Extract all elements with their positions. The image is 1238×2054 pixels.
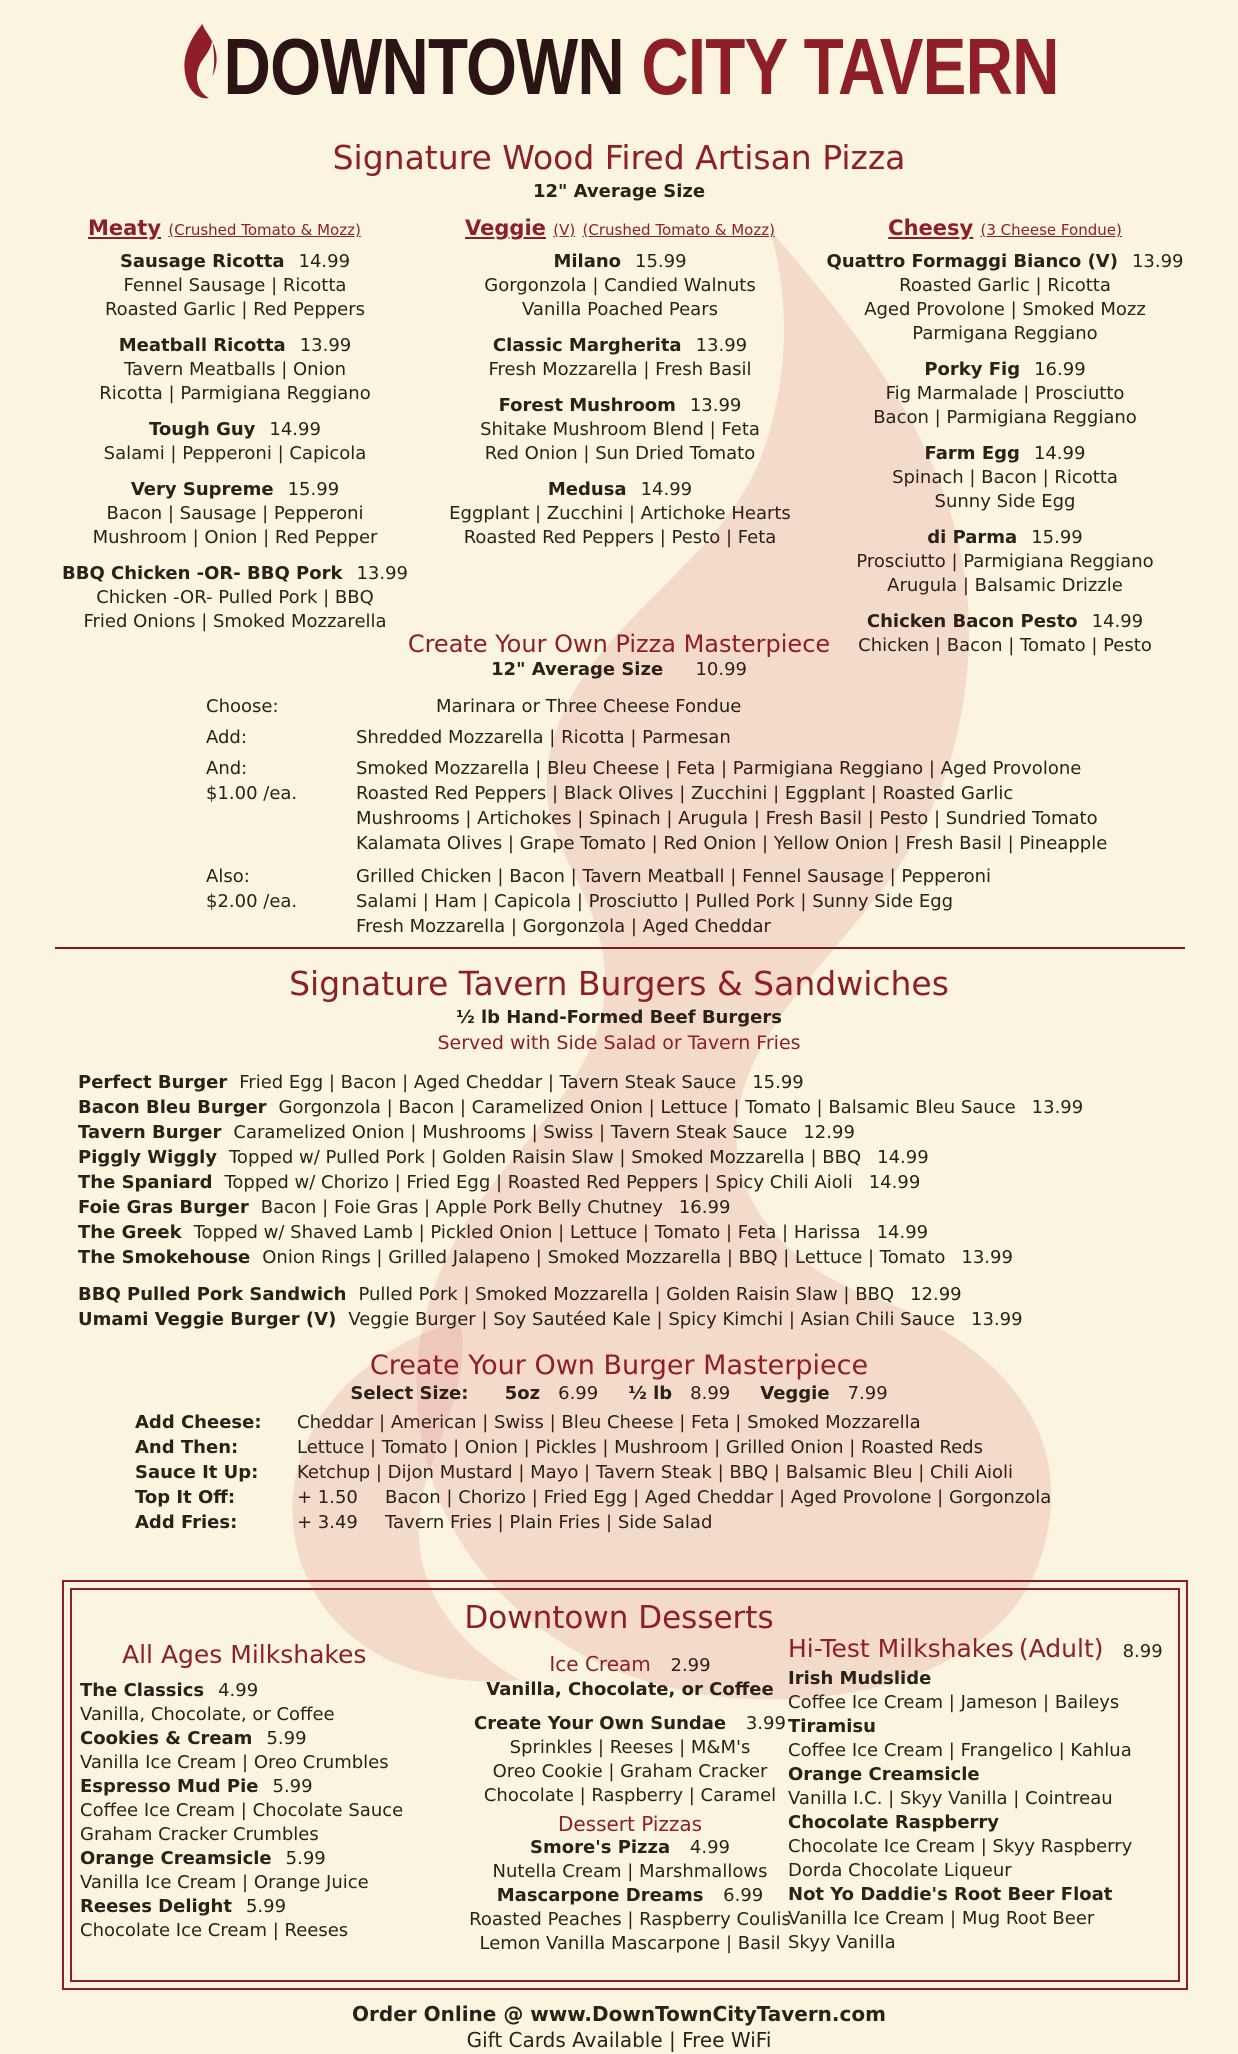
veggie-note: (Crushed Tomato & Mozz) <box>582 221 775 239</box>
pizza-item-title <box>820 526 1190 550</box>
milkshake-name: Reeses Delight <box>80 1896 232 1917</box>
cyo-burger-row-text: Lettuce | Tomato | Onion | Pickles | Mushroom | Grilled Onion | Roasted Reds <box>297 1437 983 1458</box>
burger-price: 14.99 <box>876 1222 929 1243</box>
cyo-burger-options <box>135 1410 1135 1535</box>
mascarpone-item <box>420 1884 840 1908</box>
pizza-price: 14.99 <box>640 479 693 500</box>
mascarpone-price: 6.99 <box>723 1885 764 1906</box>
burger-desc: Pulled Pork | Smoked Mozzarella | Golden Raisin Slaw | BBQ <box>358 1284 895 1305</box>
cheesy-column <box>820 214 1190 670</box>
burger-size-option <box>628 1383 730 1404</box>
ice-cream-desc: Vanilla, Chocolate, or Coffee <box>486 1679 774 1700</box>
cyo-burger-row <box>135 1435 1135 1460</box>
milkshake-item <box>80 1847 440 1871</box>
cyo-burger-row <box>135 1460 1135 1485</box>
burger-row <box>78 1120 1198 1145</box>
pizza-desc-line: Fennel Sausage | Ricotta <box>123 275 347 296</box>
pizza-item-title <box>430 334 810 358</box>
hi-test-adult: (Adult) <box>1018 1634 1104 1663</box>
cyo-choose-text: Marinara or Three Cheese Fondue <box>436 696 742 717</box>
burger-row <box>78 1282 1198 1307</box>
burger-row <box>78 1170 1198 1195</box>
cyo-burger-row-label: And Then: <box>135 1437 239 1458</box>
pizza-price: 13.99 <box>1131 251 1184 272</box>
cyo-also-line: Grilled Chicken | Bacon | Tavern Meatball | Fennel Sausage | Pepperoni <box>356 866 992 887</box>
pizza-item-title <box>820 442 1190 466</box>
burger-size-price: 7.99 <box>847 1383 888 1404</box>
milkshake-item <box>80 1679 440 1703</box>
hi-test-price: 8.99 <box>1122 1641 1163 1662</box>
pizza-desc-line: Roasted Red Peppers | Pesto | Feta <box>463 527 777 548</box>
logo-text-city-tavern: CITY TAVERN <box>641 22 1059 111</box>
sundae-price: 3.99 <box>745 1713 786 1734</box>
pizza-desc-line: Chicken | Bacon | Tomato | Pesto <box>858 635 1152 656</box>
center-desserts-column <box>420 1652 840 1956</box>
meaty-column <box>60 214 410 646</box>
burger-price: 14.99 <box>868 1172 921 1193</box>
burger-row <box>78 1070 1198 1095</box>
mascarpone-desc-1: Roasted Peaches | Raspberry Coulis <box>469 1909 791 1930</box>
pizza-desc-line: Mushroom | Onion | Red Pepper <box>92 527 378 548</box>
burger-desc: Topped w/ Pulled Pork | Golden Raisin Slaw | Smoked Mozzarella | BBQ <box>229 1147 862 1168</box>
burger-price: 12.99 <box>910 1284 962 1305</box>
pizza-item-title <box>430 478 810 502</box>
burger-size-name: ½ lb <box>628 1383 673 1404</box>
all-ages-column <box>80 1640 440 1943</box>
logo-text-downtown: DOWNTOWN <box>223 22 624 111</box>
burger-name: The Spaniard <box>78 1172 213 1193</box>
pizza-price: 13.99 <box>689 395 742 416</box>
cyo-also-line: Salami | Ham | Capicola | Prosciutto | Pulled Pork | Sunny Side Egg <box>356 891 954 912</box>
pizza-price: 14.99 <box>1033 443 1086 464</box>
pizza-desc-line: Parmigana Reggiano <box>912 323 1098 344</box>
pizza-price: 13.99 <box>695 335 748 356</box>
pizza-item-title <box>430 394 810 418</box>
hi-test-desc: Chocolate Ice Cream | Skyy Raspberry <box>788 1836 1133 1857</box>
burger-name: The Greek <box>78 1222 182 1243</box>
milkshake-name: Cookies & Cream <box>80 1728 253 1749</box>
mascarpone-desc-2: Lemon Vanilla Mascarpone | Basil <box>479 1933 781 1954</box>
hi-test-title: Hi-Test Milkshakes <box>788 1634 1014 1663</box>
burger-desc: Caramelized Onion | Mushrooms | Swiss | Tavern Steak Sauce <box>233 1122 788 1143</box>
pizza-desc-line: Bacon | Sausage | Pepperoni <box>106 503 364 524</box>
cyo-burger-sizes <box>0 1382 1238 1406</box>
veggie-label: Veggie <box>465 216 546 240</box>
pizza-desc-line: Aged Provolone | Smoked Mozz <box>864 299 1146 320</box>
pizza-item-title <box>60 250 410 274</box>
ice-cream-name: Ice Cream <box>549 1652 651 1676</box>
milkshake-desc: Vanilla Ice Cream | Orange Juice <box>80 1872 369 1893</box>
pizza-name: Meatball Ricotta <box>118 335 286 356</box>
smores-pizza-desc: Nutella Cream | Marshmallows <box>492 1861 768 1882</box>
pizza-item-title <box>820 358 1190 382</box>
pizza-item-title <box>820 250 1190 274</box>
pizza-name: Medusa <box>547 479 627 500</box>
pizza-desc-line: Bacon | Parmigiana Reggiano <box>873 407 1137 428</box>
pizza-name: Porky Fig <box>924 359 1021 380</box>
cyo-also-line: Fresh Mozzarella | Gorgonzola | Aged Cheddar <box>356 916 771 937</box>
sundae-desc-line: Chocolate | Raspberry | Caramel <box>483 1785 777 1806</box>
milkshake-price: 5.99 <box>245 1896 287 1917</box>
pizza-item <box>60 478 410 550</box>
pizza-item <box>820 526 1190 598</box>
cyo-burger-row-price: + 1.50 <box>297 1487 358 1508</box>
pizza-name: BBQ Chicken -OR- BBQ Pork <box>62 563 343 584</box>
pizza-desc-line: Salami | Pepperoni | Capicola <box>103 443 367 464</box>
burger-list <box>78 1070 1198 1332</box>
cyo-and-line: Mushrooms | Artichokes | Spinach | Arugula | Fresh Basil | Pesto | Sundried Tomato <box>356 808 1098 829</box>
milkshake-desc: Chocolate Ice Cream | Reeses <box>80 1920 349 1941</box>
pizza-name: Chicken Bacon Pesto <box>866 611 1078 632</box>
milkshake-desc: Vanilla, Chocolate, or Coffee <box>80 1704 335 1725</box>
milkshake-price: 4.99 <box>218 1680 259 1701</box>
all-ages-title: All Ages Milkshakes <box>122 1640 367 1669</box>
pizza-name: Sausage Ricotta <box>119 251 285 272</box>
burger-desc: Gorgonzola | Bacon | Caramelized Onion | Lettuce | Tomato | Balsamic Bleu Sauce <box>278 1097 1016 1118</box>
burger-name: Bacon Bleu Burger <box>78 1097 267 1118</box>
pizza-desc-line: Sunny Side Egg <box>934 491 1076 512</box>
cyo-burger-row-text: Bacon | Chorizo | Fried Egg | Aged Cheddar | Aged Provolone | Gorgonzola <box>385 1487 1052 1508</box>
hi-test-desc: Vanilla Ice Cream | Mug Root Beer <box>788 1908 1095 1929</box>
milkshake-item <box>80 1775 440 1799</box>
cyo-burger-row-text: Ketchup | Dijon Mustard | Mayo | Tavern Steak | BBQ | Balsamic Bleu | Chili Aioli <box>297 1462 1014 1483</box>
burger-price: 16.99 <box>678 1197 731 1218</box>
hi-test-name: Not Yo Daddie's Root Beer Float <box>788 1884 1113 1905</box>
pizza-name: Very Supreme <box>130 479 274 500</box>
burger-desc: Veggie Burger | Soy Sautéed Kale | Spicy Kimchi | Asian Chili Sauce <box>348 1309 955 1330</box>
burger-row <box>78 1195 1198 1220</box>
pizza-price: 13.99 <box>299 335 352 356</box>
hi-test-name: Orange Creamsicle <box>788 1764 980 1785</box>
pizza-price: 14.99 <box>1091 611 1144 632</box>
pizza-price: 15.99 <box>1031 527 1083 548</box>
logo <box>111 22 1126 120</box>
pizza-item <box>60 250 410 322</box>
cyo-burger-row <box>135 1510 1135 1535</box>
burger-desc: Onion Rings | Grilled Jalapeno | Smoked Mozzarella | BBQ | Lettuce | Tomato <box>262 1247 946 1268</box>
milkshake-price: 5.99 <box>272 1776 313 1797</box>
sundae-desc-line: Sprinkles | Reeses | M&M's <box>509 1737 751 1758</box>
sundae-desc-line: Oreo Cookie | Graham Cracker <box>492 1761 768 1782</box>
cheesy-note: (3 Cheese Fondue) <box>980 221 1122 239</box>
pizza-section-title: Signature Wood Fired Artisan Pizza <box>332 138 906 177</box>
pizza-desc-line: Ricotta | Parmigiana Reggiano <box>99 383 371 404</box>
pizza-desc-line: Spinach | Bacon | Ricotta <box>892 467 1118 488</box>
cyo-also-price: $2.00 /ea. <box>206 891 298 912</box>
dessert-pizzas-title: Dessert Pizzas <box>557 1812 703 1836</box>
burger-name: Foie Gras Burger <box>78 1197 249 1218</box>
cyo-pizza-options <box>206 694 1166 939</box>
cyo-also-label: Also: <box>206 866 250 887</box>
pizza-item <box>60 334 410 406</box>
meaty-label: Meaty <box>88 216 162 240</box>
burger-price: 13.99 <box>1031 1097 1084 1118</box>
smores-pizza-name: Smore's Pizza <box>530 1837 671 1858</box>
burger-name: Piggly Wiggly <box>78 1147 217 1168</box>
hi-test-name: Irish Mudslide <box>788 1668 932 1689</box>
pizza-item <box>430 250 810 322</box>
pizza-item <box>820 442 1190 514</box>
pizza-price: 16.99 <box>1034 359 1086 380</box>
cyo-burger-header <box>0 1352 1238 1406</box>
pizza-item <box>820 358 1190 430</box>
order-online-text: Order Online @ www.DownTownCityTavern.com <box>352 2002 886 2026</box>
cyo-pizza-header <box>0 630 1238 682</box>
milkshake-name: Orange Creamsicle <box>80 1848 272 1869</box>
sundae-item <box>420 1712 840 1736</box>
burger-row <box>78 1307 1198 1332</box>
burger-price: 13.99 <box>971 1309 1023 1330</box>
burger-size-price: 8.99 <box>690 1383 731 1404</box>
pizza-item <box>430 334 810 382</box>
burger-size-option <box>505 1383 598 1404</box>
burger-price: 13.99 <box>961 1247 1013 1268</box>
milkshake-desc: Vanilla Ice Cream | Oreo Crumbles <box>80 1752 389 1773</box>
burger-row <box>78 1245 1198 1270</box>
pizza-name: Classic Margherita <box>492 335 682 356</box>
milkshake-name: The Classics <box>80 1680 205 1701</box>
hi-test-heading <box>788 1634 1178 1663</box>
burger-desc: Topped w/ Shaved Lamb | Pickled Onion | Lettuce | Tomato | Feta | Harissa <box>193 1222 861 1243</box>
milkshake-desc: Graham Cracker Crumbles <box>80 1824 319 1845</box>
milkshake-price: 5.99 <box>285 1848 326 1869</box>
burger-desc: Bacon | Foie Gras | Apple Pork Belly Chutney <box>260 1197 663 1218</box>
hi-test-name: Tiramisu <box>788 1716 876 1737</box>
hi-test-desc: Dorda Chocolate Liqueur <box>788 1860 1012 1881</box>
burger-name: The Smokehouse <box>78 1247 251 1268</box>
burger-price: 14.99 <box>877 1147 929 1168</box>
pizza-name: Forest Mushroom <box>498 395 676 416</box>
pizza-item-title <box>60 478 410 502</box>
cyo-pizza-title: Create Your Own Pizza Masterpiece <box>407 630 831 658</box>
pizza-desc-line: Roasted Garlic | Red Peppers <box>104 299 366 320</box>
cyo-pizza-size <box>0 658 1238 682</box>
flame-logo-icon <box>179 22 217 120</box>
pizza-price: 14.99 <box>298 251 351 272</box>
burger-desc: Topped w/ Chorizo | Fried Egg | Roasted Red Peppers | Spicy Chili Aioli <box>224 1172 853 1193</box>
pizza-price: 15.99 <box>635 251 687 272</box>
cyo-burger-row <box>135 1485 1135 1510</box>
pizza-item <box>430 478 810 550</box>
pizza-desc-line: Chicken -OR- Pulled Pork | BBQ <box>96 587 374 608</box>
pizza-desc-line: Roasted Garlic | Ricotta <box>899 275 1111 296</box>
burger-size-price: 6.99 <box>558 1383 599 1404</box>
pizza-name: Tough Guy <box>149 419 256 440</box>
cyo-pizza-size-text: 12" Average Size <box>491 659 664 680</box>
pizza-name: Quattro Formaggi Bianco (V) <box>826 251 1118 272</box>
hi-test-desc: Skyy Vanilla <box>788 1932 896 1953</box>
hi-test-name: Chocolate Raspberry <box>788 1812 1000 1833</box>
cyo-burger-row-price: + 3.49 <box>297 1512 358 1533</box>
burger-size-name: 5oz <box>504 1383 541 1404</box>
pizza-desc-line: Red Onion | Sun Dried Tomato <box>484 443 756 464</box>
pizza-name: Milano <box>553 251 622 272</box>
burger-size-option <box>760 1383 887 1404</box>
pizza-item <box>820 250 1190 346</box>
cyo-burger-row-label: Add Fries: <box>135 1512 238 1533</box>
hi-test-desc: Coffee Ice Cream | Frangelico | Kahlua <box>788 1740 1132 1761</box>
select-size-label: Select Size: <box>350 1383 469 1404</box>
cyo-and-label: And: <box>206 758 248 779</box>
cyo-add-row <box>206 725 1166 750</box>
smores-pizza-item <box>420 1836 840 1860</box>
hi-test-desc: Vanilla I.C. | Skyy Vanilla | Cointreau <box>788 1788 1113 1809</box>
milkshake-item <box>80 1727 440 1751</box>
burger-price: 12.99 <box>803 1122 855 1143</box>
pizza-desc-line: Arugula | Balsamic Drizzle <box>887 575 1123 596</box>
pizza-item <box>60 418 410 466</box>
cyo-burger-title: Create Your Own Burger Masterpiece <box>369 1350 869 1381</box>
cyo-also-row <box>206 864 1166 939</box>
burger-name: Tavern Burger <box>78 1122 222 1143</box>
meaty-heading <box>60 214 410 244</box>
pizza-desc-line: Fig Marmalade | Prosciutto <box>885 383 1125 404</box>
pizza-item-title <box>60 334 410 358</box>
burger-desc: Fried Egg | Bacon | Aged Cheddar | Tavern Steak Sauce <box>239 1072 737 1093</box>
sundae-name: Create Your Own Sundae <box>474 1713 727 1734</box>
section-divider <box>55 947 1185 949</box>
cyo-add-text: Shredded Mozzarella | Ricotta | Parmesan <box>356 727 731 748</box>
veggie-heading <box>430 214 810 244</box>
burger-size-name: Veggie <box>760 1383 830 1404</box>
pizza-desc-line: Eggplant | Zucchini | Artichoke Hearts <box>449 503 791 524</box>
burger-row <box>78 1145 1198 1170</box>
pizza-price: 15.99 <box>287 479 340 500</box>
milkshake-name: Espresso Mud Pie <box>80 1776 259 1797</box>
cyo-pizza-price: 10.99 <box>695 659 747 680</box>
cyo-and-price: $1.00 /ea. <box>206 783 298 804</box>
meaty-note: (Crushed Tomato & Mozz) <box>168 221 361 239</box>
pizza-desc-line: Fried Onions | Smoked Mozzarella <box>83 611 387 632</box>
burger-price: 15.99 <box>752 1072 804 1093</box>
pizza-desc-line: Shitake Mushroom Blend | Feta <box>480 419 760 440</box>
pizza-desc-line: Fresh Mozzarella | Fresh Basil <box>488 359 752 380</box>
burger-name: Umami Veggie Burger (V) <box>78 1309 337 1330</box>
ice-cream-price: 2.99 <box>670 1655 711 1676</box>
burgers-section-title: Signature Tavern Burgers & Sandwiches <box>289 964 949 1003</box>
pizza-desc-line: Gorgonzola | Candied Walnuts <box>484 275 756 296</box>
burger-name: BBQ Pulled Pork Sandwich <box>78 1284 347 1305</box>
cheesy-label: Cheesy <box>888 216 974 240</box>
ice-cream-item <box>420 1652 840 1678</box>
pizza-size-note: 12" Average Size <box>532 181 706 202</box>
cyo-burger-row-label: Top It Off: <box>135 1487 236 1508</box>
veggie-column <box>430 214 810 562</box>
desserts-title: Downtown Desserts <box>464 1600 774 1636</box>
cyo-burger-row <box>135 1410 1135 1435</box>
pizza-item-title <box>60 562 410 586</box>
milkshake-desc: Coffee Ice Cream | Chocolate Sauce <box>80 1800 404 1821</box>
cyo-burger-row-text: Cheddar | American | Swiss | Bleu Cheese | Feta | Smoked Mozzarella <box>297 1412 921 1433</box>
pizza-desc-line: Vanilla Poached Pears <box>522 299 718 320</box>
burger-row <box>78 1095 1198 1120</box>
pizza-item-title <box>60 418 410 442</box>
cyo-add-label: Add: <box>206 727 247 748</box>
smores-pizza-price: 4.99 <box>689 1837 730 1858</box>
cyo-and-line: Roasted Red Peppers | Black Olives | Zucchini | Eggplant | Roasted Garlic <box>356 783 1014 804</box>
cyo-and-line: Kalamata Olives | Grape Tomato | Red Onion | Yellow Onion | Fresh Basil | Pineapple <box>356 833 1108 854</box>
pizza-item <box>60 562 410 634</box>
pizza-desc-line: Prosciutto | Parmigiana Reggiano <box>856 551 1154 572</box>
milkshake-item <box>80 1895 440 1919</box>
cyo-choose-row <box>206 694 1166 719</box>
burger-name: Perfect Burger <box>78 1072 228 1093</box>
burger-row <box>78 1220 1198 1245</box>
cyo-burger-row-text: Tavern Fries | Plain Fries | Side Salad <box>385 1512 713 1533</box>
gift-cards-text: Gift Cards Available | Free WiFi <box>466 2028 772 2052</box>
milkshake-price: 5.99 <box>266 1728 307 1749</box>
pizza-price: 14.99 <box>269 419 321 440</box>
burgers-served-note: Served with Side Salad or Tavern Fries <box>437 1032 801 1054</box>
hi-test-desc: Coffee Ice Cream | Jameson | Baileys <box>788 1692 1120 1713</box>
pizza-name: di Parma <box>927 527 1018 548</box>
hi-test-column <box>788 1634 1178 1955</box>
mascarpone-name: Mascarpone Dreams <box>496 1885 704 1906</box>
pizza-price: 13.99 <box>356 563 408 584</box>
cyo-burger-row-label: Sauce It Up: <box>135 1462 259 1483</box>
pizza-desc-line: Tavern Meatballs | Onion <box>123 359 347 380</box>
veggie-mark: (V) <box>553 221 576 239</box>
cyo-burger-row-label: Add Cheese: <box>135 1412 262 1433</box>
pizza-item <box>430 394 810 466</box>
burgers-subtitle: ½ lb Hand-Formed Beef Burgers <box>456 1007 782 1028</box>
cheesy-heading <box>820 214 1190 244</box>
cyo-and-row <box>206 756 1166 856</box>
pizza-item-title <box>430 250 810 274</box>
cyo-choose-label: Choose: <box>206 696 279 717</box>
pizza-name: Farm Egg <box>924 443 1020 464</box>
cyo-and-line: Smoked Mozzarella | Bleu Cheese | Feta | Parmigiana Reggiano | Aged Provolone <box>356 758 1082 779</box>
